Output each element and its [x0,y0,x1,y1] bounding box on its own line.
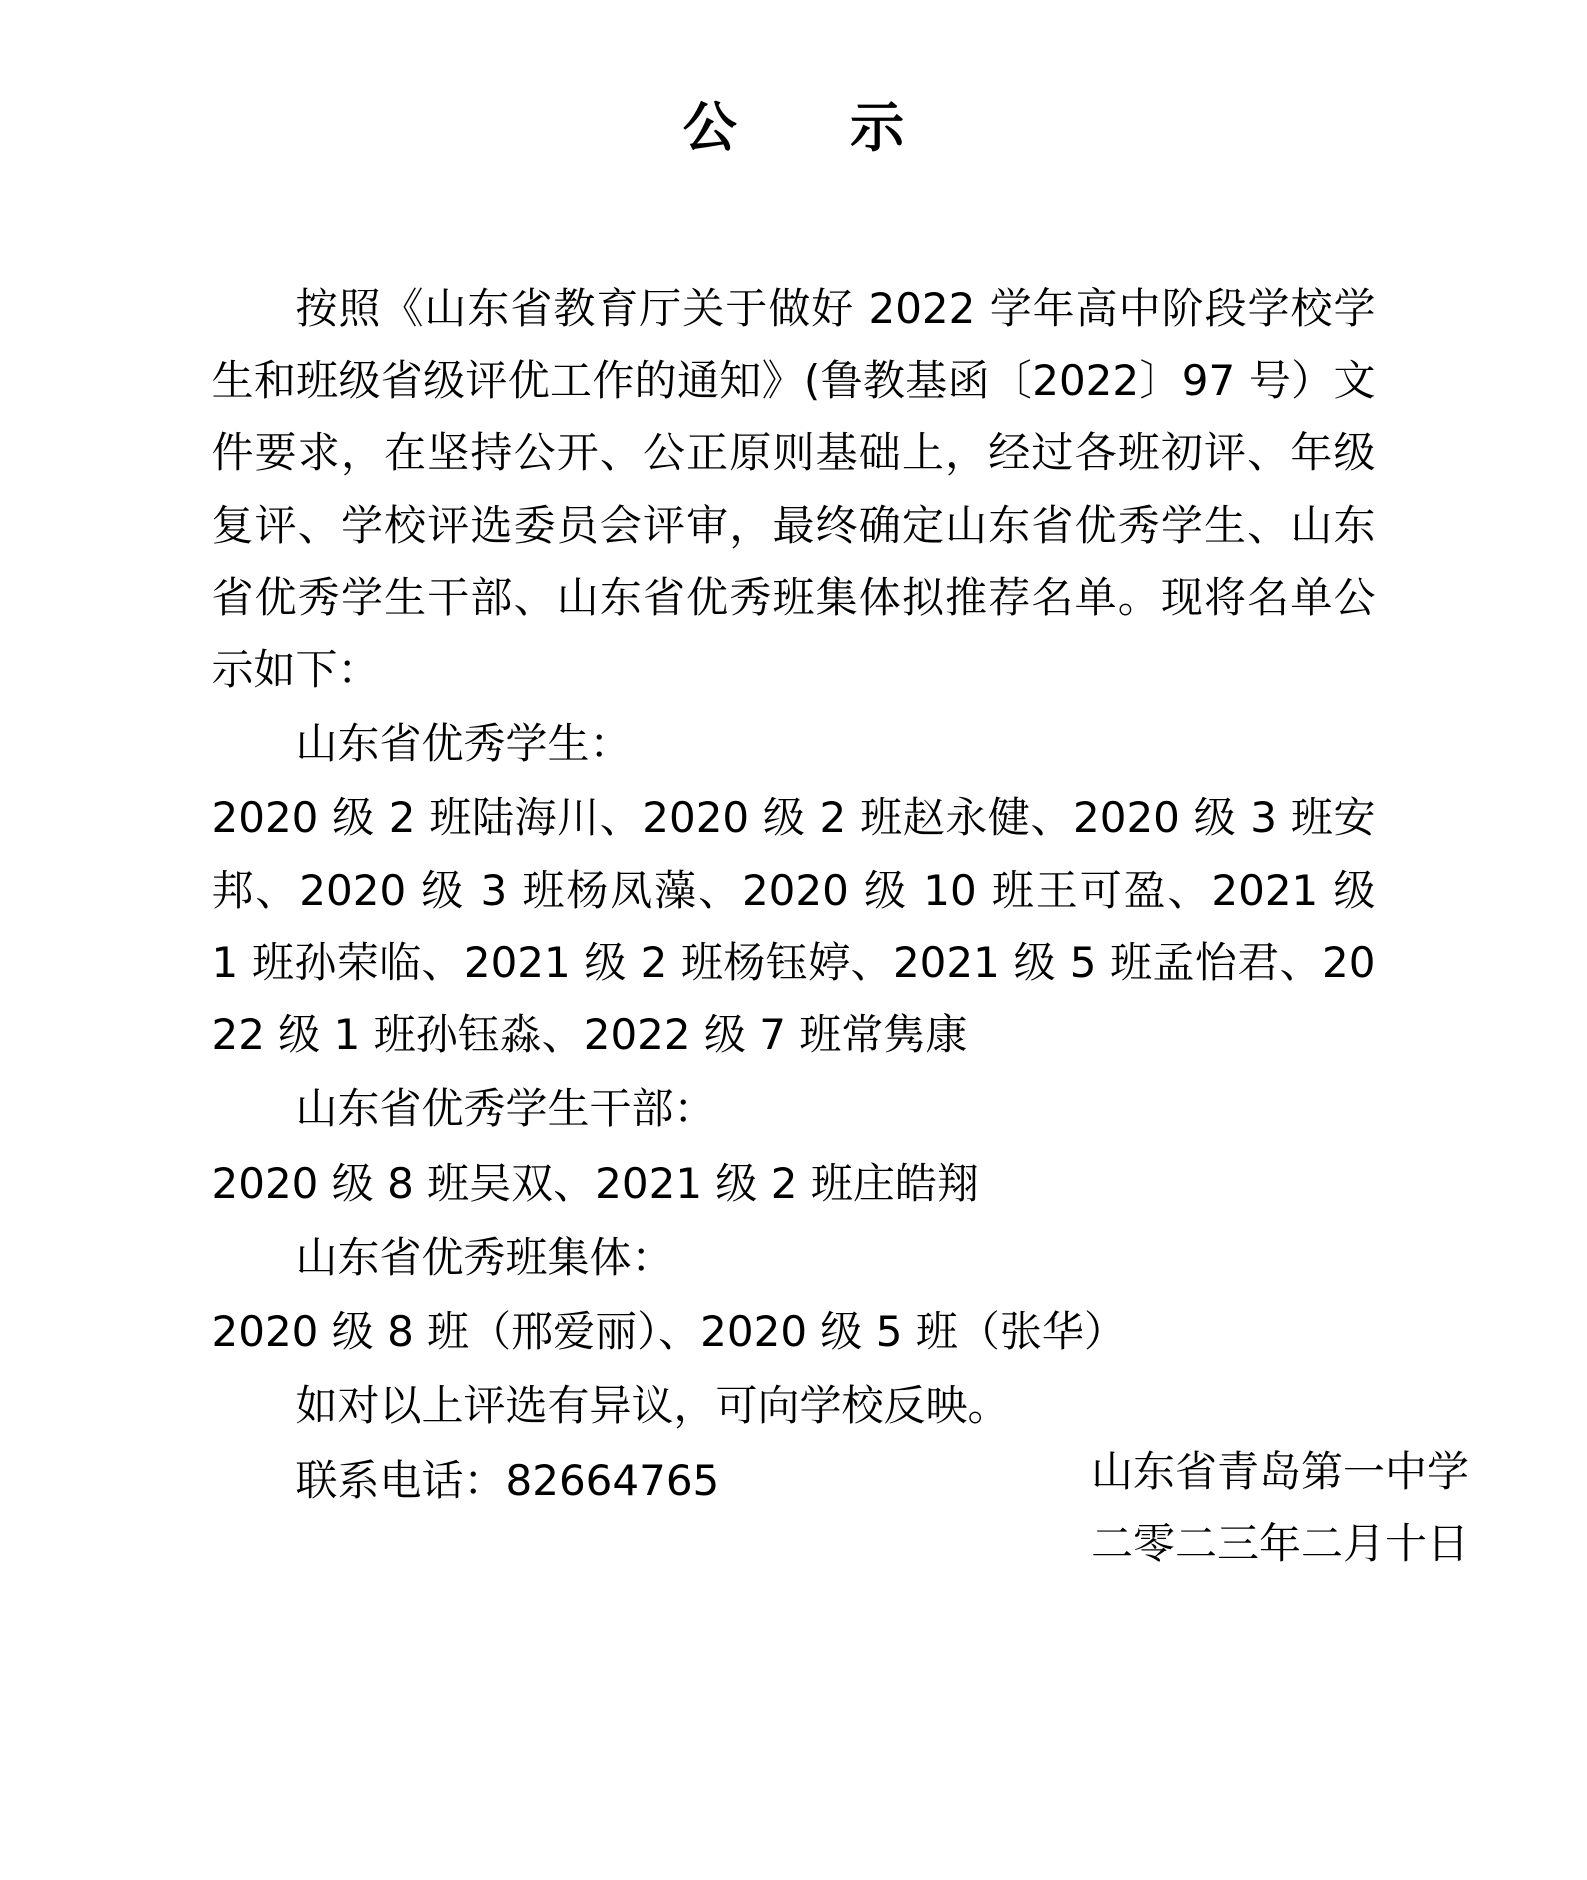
list-excellent-classes: 2020 级 8 班（邢爱丽）、2020 级 5 班（张华） [211,1307,1126,1357]
signature-date: 二零二三年二月十日 [1090,1518,1469,1568]
list-excellent-cadres: 2020 级 8 班吴双、2021 级 2 班庄皓翔 [211,1158,979,1208]
heading-excellent-classes: 山东省优秀班集体： [295,1232,674,1282]
contact-phone: 联系电话：82664765 [295,1455,720,1505]
page-title: 公 示 [682,96,934,159]
list-excellent-students: 2020 级 2 班陆海川、2020 级 2 班赵永健、2020 级 3 班安邦、2020 级 3 班杨凤藻、2020 级 10 班王可盈、2021 级 1 班孙荣临、2021 级 2 班杨钰婷、2021 级 5 班孟怡君、2022 级 1 班孙钰淼、2022 级 7 班常隽康 [211,793,1376,1060]
document-body [204,273,1384,1517]
signature-block [1091,1436,1469,1580]
objection-notice: 如对以上评选有异议，可向学校反映。 [295,1381,1010,1431]
heading-excellent-students: 山东省优秀学生： [295,719,632,769]
heading-excellent-cadres: 山东省优秀学生干部： [295,1084,716,1134]
signature-organization: 山东省青岛第一中学 [1090,1446,1469,1496]
paragraph-intro: 按照《山东省教育厅关于做好 2022 学年高中阶段学校学生和班级省级评优工作的通知》(鲁教基函〔2022〕97 号）文件要求，在坚持公开、公正原则基础上，经过各班初评、年级复评、学校评选委员会评审，最终确定山东省优秀学生、山东省优秀学生干部、山东省优秀班集体拟推荐名单。现将名单公示如下： [211,283,1376,694]
